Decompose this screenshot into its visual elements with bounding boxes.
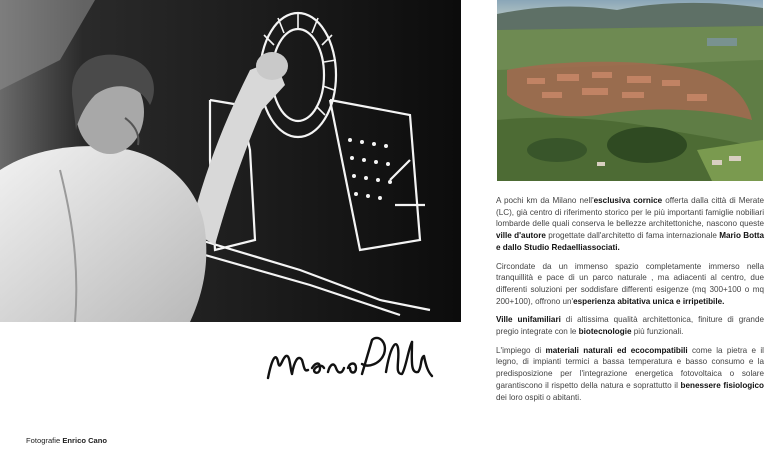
paragraph-location	[496, 261, 764, 308]
body-text: Circondate da un immenso spazio completamente immerso nella tranquillità e pace di un parco naturale , ma adiacenti al centro, due differenti soluzioni per soddisfare differenti esigenze (mq 300+100 o mq 200+100), offrono un'	[496, 261, 764, 306]
aerial-landscape-photo	[497, 0, 763, 181]
body-text: A pochi km da Milano nell'	[496, 196, 594, 205]
emphasis-text: benessere fisiologico	[680, 380, 764, 390]
emphasis-text: Mario Botta e dallo Studio Redaelliassociati.	[496, 231, 765, 252]
emphasis-text: esperienza abitativa unica e irripetibile.	[573, 296, 725, 306]
architect-photo	[0, 0, 461, 322]
description-text	[496, 195, 764, 410]
photo-credit	[26, 436, 107, 445]
credit-prefix: Fotografie	[26, 436, 61, 445]
emphasis-text: ville d'autore	[496, 231, 546, 241]
credit-name: Enrico Cano	[62, 436, 108, 445]
paragraph-villas	[496, 314, 764, 337]
body-text: offerta dalla città di Merate (LC), già centro di riferimento storico per le più importanti famiglie nobiliari lombarde delle quali conserva le bellezze architettoniche, nascono queste	[496, 196, 764, 229]
body-text: di altissima qualità architettonica, finiture di grande pregio integrate con le	[496, 315, 764, 337]
body-text: progettate dall'architetto di fama internazionale	[545, 231, 720, 241]
emphasis-text: materiali naturali ed ecocompatibili	[545, 345, 688, 355]
emphasis-text: biotecnologie	[578, 327, 632, 337]
paragraph-materials	[496, 345, 764, 404]
emphasis-text: esclusiva cornice	[593, 196, 663, 205]
emphasis-text: Ville unifamiliari	[496, 315, 561, 325]
paragraph-intro	[496, 195, 764, 254]
body-text: L'impiego di	[496, 345, 546, 355]
mario-botta-signature	[262, 328, 440, 390]
body-text: dei loro ospiti o abitanti.	[496, 392, 582, 402]
body-text: come la pietra e il legno, di impianti termici a bassa temperatura e basso consumo e la predisposizione per l'integrazione energetica fotovoltaica o solare garantiscono il rispetto della natura e soprattutto il	[496, 345, 764, 390]
body-text: più funzionali.	[631, 327, 684, 337]
